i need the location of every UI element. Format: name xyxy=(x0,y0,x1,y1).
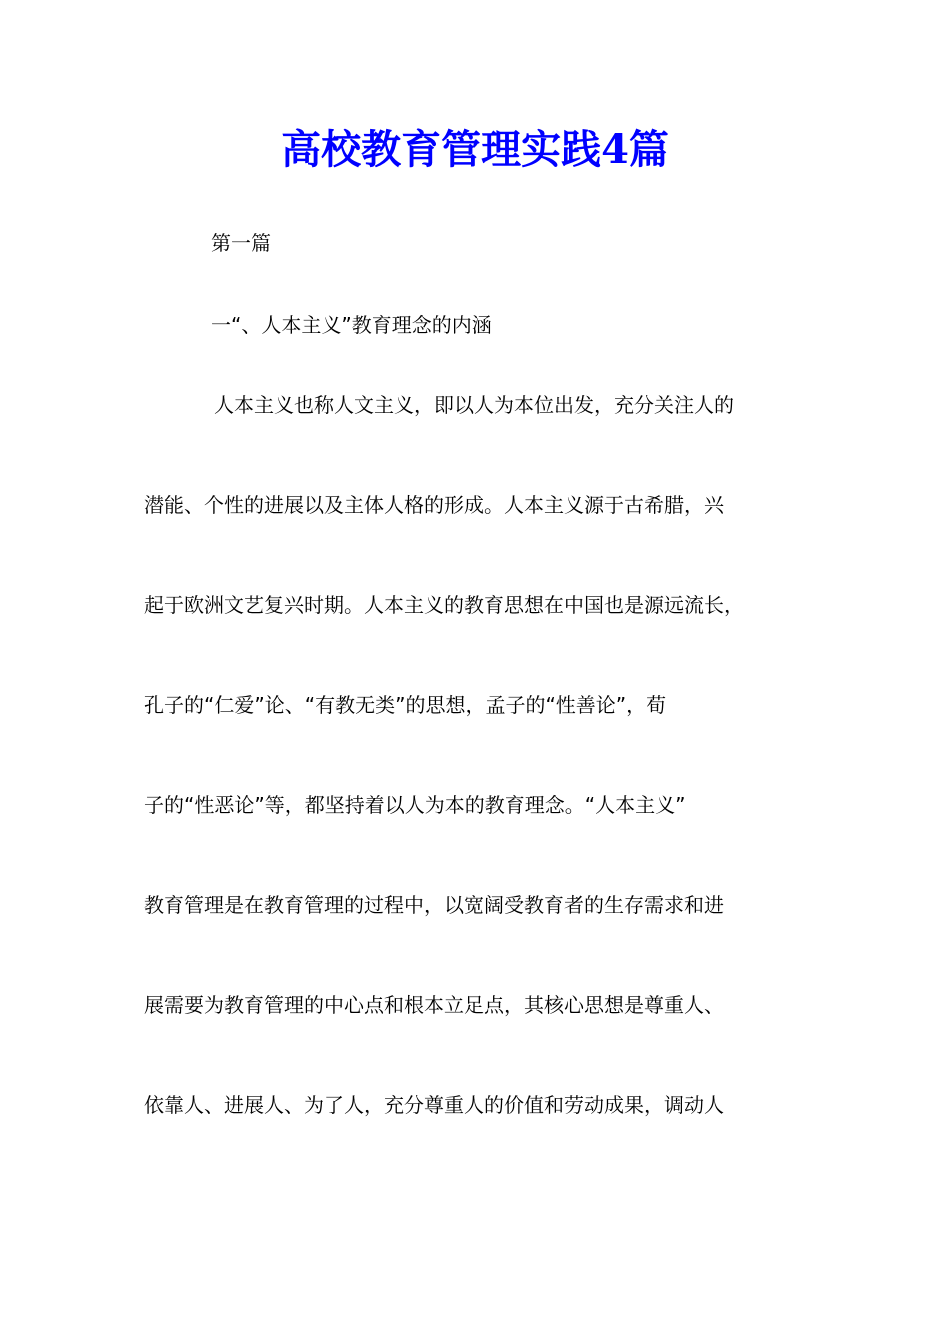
paragraph-line: 教育管理是在教育管理的过程中，以宽阔受教育者的生存需求和进 xyxy=(144,893,724,917)
section-heading: 一“、人本主义”教育理念的内涵 xyxy=(211,313,492,337)
paragraph-line: 依靠人、进展人、为了人，充分尊重人的价值和劳动成果，调动人 xyxy=(144,1093,724,1117)
paragraph-line: 孔子的“仁爱”论、“有教无类”的思想，孟子的“性善论”，荀 xyxy=(144,693,667,717)
paragraph-line: 人本主义也称人文主义，即以人为本位出发，充分关注人的 xyxy=(214,393,734,417)
paragraph-line: 子的“性恶论”等，都坚持着以人为本的教育理念。“人本主义” xyxy=(144,793,686,817)
paragraph-line: 起于欧洲文艺复兴时期。人本主义的教育思想在中国也是源远流长， xyxy=(144,593,744,617)
section-label: 第一篇 xyxy=(211,231,271,255)
paragraph-line: 潜能、个性的进展以及主体人格的形成。人本主义源于古希腊，兴 xyxy=(144,493,724,517)
paragraph-line: 展需要为教育管理的中心点和根本立足点，其核心思想是尊重人、 xyxy=(144,993,724,1017)
document-title: 高校教育管理实践4篇 xyxy=(281,126,669,173)
